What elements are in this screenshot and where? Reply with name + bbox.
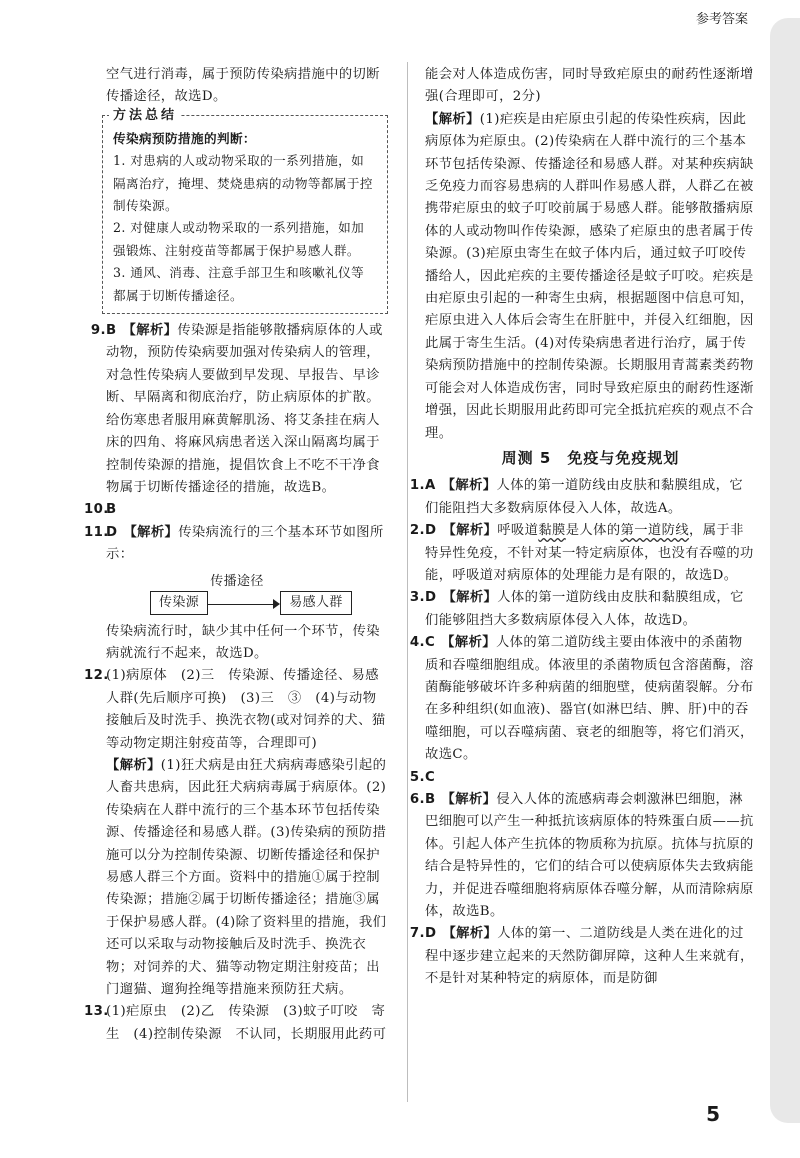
question-11	[84, 522, 388, 567]
intro-text: 空气进行消毒，属于预防传染病措施中的切断传播途径，故选D。	[106, 67, 380, 105]
answer-letter: D	[425, 590, 437, 606]
question-number: 4.	[409, 635, 425, 651]
analysis-tag: 【解析】	[106, 757, 161, 773]
transmission-flow-diagram	[150, 571, 388, 615]
analysis-text: 人体的第一道防线由皮肤和黏膜组成，它们能够阻挡大多数病原体侵入人体，故选D。	[425, 590, 744, 628]
question-10	[84, 499, 388, 521]
analysis-text: 传染源是指能够散播病原体的人或动物，预防传染病要加强对传染病人的管理，对急性传染病人要做到早发现、早报告、早诊断、早隔离和彻底治疗，防止病原体的扩散。给伤寒患者服用麻黄解肌汤、将艾条挂在病人床的四角、将麻风病患者送入深山隔离均属于控制传染源的措施，提倡饮食上不吃不干净食物属于切断传播途径的措施，故选B。	[106, 323, 383, 495]
analysis-text: 人体的第一道防线由皮肤和黏膜组成，它们能阻挡大多数病原体侵入人体，故选A。	[425, 478, 744, 516]
question-number: 5.	[409, 769, 425, 785]
analysis-tag: 【解析】	[425, 111, 480, 127]
answer-letter: A	[425, 478, 436, 494]
question-number: 10.	[84, 502, 109, 518]
answer-letter: D	[425, 926, 437, 942]
flow-source-box: 传染源	[150, 591, 208, 615]
answer-letter: D	[106, 524, 118, 540]
wavy-emphasis: 黏膜	[538, 523, 566, 539]
answer-letter: C	[425, 635, 436, 651]
wavy-emphasis: 第一道防线	[620, 523, 690, 539]
question-13	[84, 1001, 388, 1046]
side-tab	[770, 18, 800, 1123]
question-2	[409, 520, 756, 587]
page-number: 5	[706, 1102, 720, 1126]
analysis-tag: 【解析】	[441, 478, 497, 494]
top-bar	[0, 0, 800, 26]
left-column	[84, 64, 388, 1046]
question-4	[409, 632, 756, 766]
analysis-tag: 【解析】	[441, 792, 497, 807]
question-number: 9.	[90, 323, 106, 339]
analysis-tag: 【解析】	[442, 590, 498, 606]
method-item: 3. 通风、消毒、注意手部卫生和咳嗽礼仪等都属于切断传播途径。	[113, 265, 365, 303]
question-number: 7.	[409, 926, 425, 942]
question-number: 3.	[409, 590, 425, 606]
question-number: 6.	[409, 792, 425, 807]
header-label: 参考答案	[695, 12, 748, 27]
analysis-text-post: ，属于非特异性免疫，不针对某一特定病原体，也没有吞噬的功能，呼吸道对病原体的处理能力是有限的，故选D。	[425, 523, 754, 583]
analysis-tag: 【解析】	[123, 524, 179, 540]
answer-letter: D	[425, 523, 437, 539]
question-6	[409, 789, 756, 923]
q11-after-text: 传染病流行时，缺少其中任何一个环节，传染病就流行不起来，故选D。	[106, 623, 380, 661]
method-item: 1. 对患病的人或动物采取的一系列措施，如隔离治疗，掩埋、焚烧患病的动物等都属于控制传染源。	[113, 153, 373, 214]
answer-letter: C	[425, 769, 436, 785]
continued-analysis	[425, 109, 756, 445]
question-number: 11.	[84, 524, 109, 540]
answer-text: (1)病原体 (2)三 传染源、传播途径、易感人群(先后顺序可换) (3)三 ③ (4)与动物接触后及时洗手、换洗衣物(或对饲养的犬、猫等动物定期注射疫苗等，合理即可)	[106, 668, 386, 751]
flow-arrow	[208, 573, 280, 615]
method-item: 2. 对健康人或动物采取的一系列措施，如加强锻炼、注射疫苗等都属于保护易感人群。	[113, 220, 365, 258]
analysis-text: 人体的第二道防线主要由体液中的杀菌物质和吞噬细胞组成。体液里的杀菌物质包含溶菌酶，溶菌酶能够破坏许多种病菌的细胞壁，使病菌裂解。分布在多种组织(如血液)、器官(如淋巴结、脾、肝)中的吞噬细胞，可以吞噬病菌、衰老的细胞等，将它们消灭，故选C。	[425, 635, 754, 763]
question-3	[409, 587, 756, 632]
question-number: 13.	[84, 1004, 109, 1020]
method-summary-box	[102, 107, 388, 314]
question-7	[409, 923, 756, 990]
section-title: 周测 5 免疫与免疫规划	[501, 448, 680, 467]
question-number: 1.	[409, 478, 425, 494]
question-number: 12.	[84, 668, 109, 684]
flow-target-box: 易感人群	[280, 591, 352, 615]
continued-answer: 能会对人体造成伤害，同时导致疟原虫的耐药性逐渐增强(合理即可，2分)	[425, 67, 754, 105]
method-summary-title: 方法总结	[109, 105, 181, 127]
analysis-text: 侵入人体的流感病毒会刺激淋巴细胞，淋巴细胞可以产生一种抵抗该病原体的特殊蛋白质——抗体。引起人体产生抗体的物质称为抗原。抗体与抗原的结合是特异性的，它们的结合可以使病原体失去致病能力，并促进吞噬细胞将病原体吞噬分解，从而清除病原体，故选B。	[425, 792, 754, 920]
flow-arrow-label: 传播途径	[210, 573, 264, 589]
analysis-text: (1)狂犬病是由狂犬病病毒感染引起的人畜共患病，因此狂犬病病毒属于病原体。(2)传染病在人群中流行的三个基本环节包括传染源、传播途径和易感人群。(3)传染病的预防措施可以分为控制传染源、切断传播途径和保护易感人群三个方面。资料中的措施①属于控制传染源；措施②属于切断传播途径；措施③属于保护易感人群。(4)除了资料里的措施，我们还可以采取与动物接触后及时洗手、换洗衣物；对饲养的犬、猫等动物定期注射疫苗；出门遛猫、遛狗拴绳等措施来预防狂犬病。	[106, 757, 387, 998]
analysis-tag: 【解析】	[441, 635, 496, 651]
answer-letter: B	[106, 502, 117, 518]
answer-letter: B	[106, 323, 117, 339]
question-12	[84, 665, 388, 755]
analysis-tag: 【解析】	[122, 323, 178, 339]
analysis-text: 传染病流行的三个基本环节如图所示：	[106, 524, 384, 563]
right-column	[409, 64, 756, 991]
answer-text: (1)疟原虫 (2)乙 传染源 (3)蚊子叮咬 寄生 (4)控制传染源 不认同，长期服用此药可	[106, 1004, 387, 1042]
question-5	[409, 767, 756, 789]
answer-letter: B	[425, 792, 436, 807]
method-heading: 传染病预防措施的判断：	[113, 130, 256, 146]
analysis-text-pre: 呼吸道	[497, 523, 539, 539]
question-1	[409, 475, 756, 520]
analysis-text: 人体的第一、二道防线是人类在进化的过程中逐步建立起来的天然防御屏障，这种人生来就有，不是针对某种特定的病原体，而是防御	[425, 926, 754, 987]
question-number: 2.	[409, 523, 425, 539]
analysis-tag: 【解析】	[442, 926, 498, 942]
question-9	[88, 320, 388, 499]
analysis-text-mid: 是人体的	[565, 523, 621, 539]
analysis-text: (1)疟疾是由疟原虫引起的传染性疾病，因此病原体为疟原虫。(2)传染病在人群中流行的三个基本环节包括传染源、传播途径和易感人群。对某种疾病缺乏免疫力而容易患病的人群叫作易感人群，人群乙在被携带疟原虫的蚊子叮咬前属于易感人群。能够散播病原体的人或动物叫作传染源，感染了疟原虫的患者属于传染源。(3)疟原虫寄生在蚊子体内后，通过蚊子叮咬传播给人，因此疟疾的主要传播途径是蚊子叮咬。疟疾是由疟原虫引起的一种寄生虫病，根据题图中信息可知，疟原虫进入人体后会寄生在肝脏中，并侵入红细胞，因此属于寄生生活。(4)对传染病患者进行治疗，属于传染病预防措施中的控制传染源。长期服用青蒿素类药物可能会对人体造成伤害，同时导致疟原虫的耐药性逐渐增强，因此长期服用此药即可完全抵抗疟疾的观点不合理。	[425, 111, 754, 441]
q12-analysis	[88, 755, 388, 1001]
analysis-tag: 【解析】	[442, 523, 498, 539]
